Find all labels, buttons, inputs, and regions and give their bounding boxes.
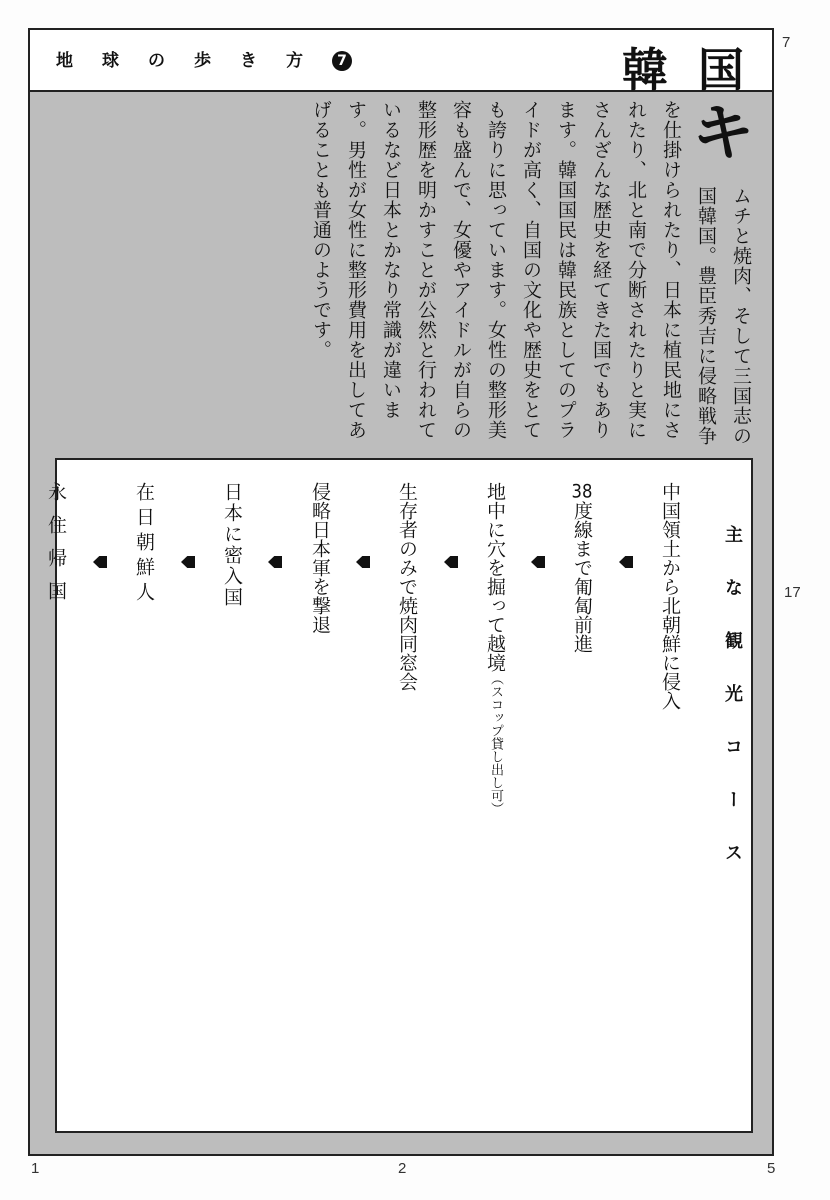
course-item-text: 中国領土から北朝鮮に侵入: [659, 482, 681, 710]
course-item: [571, 482, 593, 653]
course-item: [45, 482, 67, 614]
course-item-text: 生存者のみで焼肉同窓会: [396, 482, 418, 691]
course-item: [396, 482, 418, 691]
course-item-number: 38: [571, 482, 593, 501]
text-line: 整形歴を明かすことが公然と行われて: [415, 100, 437, 440]
text-line: さんざんな歴史を経てきた国でもあり: [590, 100, 612, 440]
page-mark: 7: [782, 34, 791, 51]
course-item-text: 日本に密入国: [221, 482, 243, 608]
volume-badge: 7: [332, 51, 352, 71]
series-title: [56, 46, 352, 71]
drop-cap: キ: [692, 96, 755, 169]
arrow-left-icon: [181, 556, 195, 568]
page-frame: [28, 28, 774, 1156]
course-title: 主な観光コース: [722, 525, 743, 896]
course-item: [659, 482, 681, 710]
course-item-text: 侵略日本軍を撃退: [309, 482, 331, 634]
page-mark: 1: [31, 1160, 40, 1177]
arrow-left-icon: [93, 556, 107, 568]
series-name: 地球の歩き方: [56, 51, 332, 71]
course-item-text: 地中に穴を掘って越境: [484, 482, 506, 672]
text-line: も誇りに思っています。女性の整形美: [485, 100, 507, 440]
page-mark: 5: [767, 1160, 776, 1177]
text-line: ます。韓国国民は韓民族としてのプラ: [555, 100, 577, 440]
course-item: [221, 482, 243, 608]
course-item: [309, 482, 331, 634]
course-box: [45, 458, 753, 1133]
arrow-left-icon: [268, 556, 282, 568]
intro-text: [303, 96, 758, 449]
text-line: 容も盛んで、女優やアイドルが自らの: [450, 100, 472, 440]
page-mark: 17: [784, 584, 801, 601]
arrow-left-icon: [531, 556, 545, 568]
page-mark: 2: [398, 1160, 407, 1177]
text-line: を仕掛けられたり、日本に植民地にさ: [660, 100, 682, 440]
text-line: イドが高く、自国の文化や歴史をとて: [520, 100, 542, 440]
arrow-left-icon: [356, 556, 370, 568]
header-band: [30, 30, 774, 97]
course-item-text: 度線まで匍匐前進: [571, 501, 593, 653]
text-line: いるなど日本とかなり常識が違いま: [380, 100, 402, 420]
text-line: す。男性が女性に整形費用を出してあ: [345, 100, 367, 440]
course-item: [484, 482, 506, 815]
text-line: 国韓国。豊臣秀吉に侵略戦争: [695, 186, 717, 446]
arrow-left-icon: [619, 556, 633, 568]
course-item-note: （スコップ貸し出し可）: [488, 672, 503, 815]
text-line: れたり、北と南で分断されたりと実に: [625, 100, 647, 440]
text-line: ムチと焼肉、そして三国志の: [730, 186, 752, 446]
country-title: 韓国: [622, 43, 774, 97]
arrow-left-icon: [444, 556, 458, 568]
course-item-text: 永住帰国: [45, 482, 67, 614]
course-item-text: 在日朝鮮人: [133, 482, 155, 607]
course-item: [133, 482, 155, 607]
text-line: げることも普通のようです。: [310, 100, 332, 360]
